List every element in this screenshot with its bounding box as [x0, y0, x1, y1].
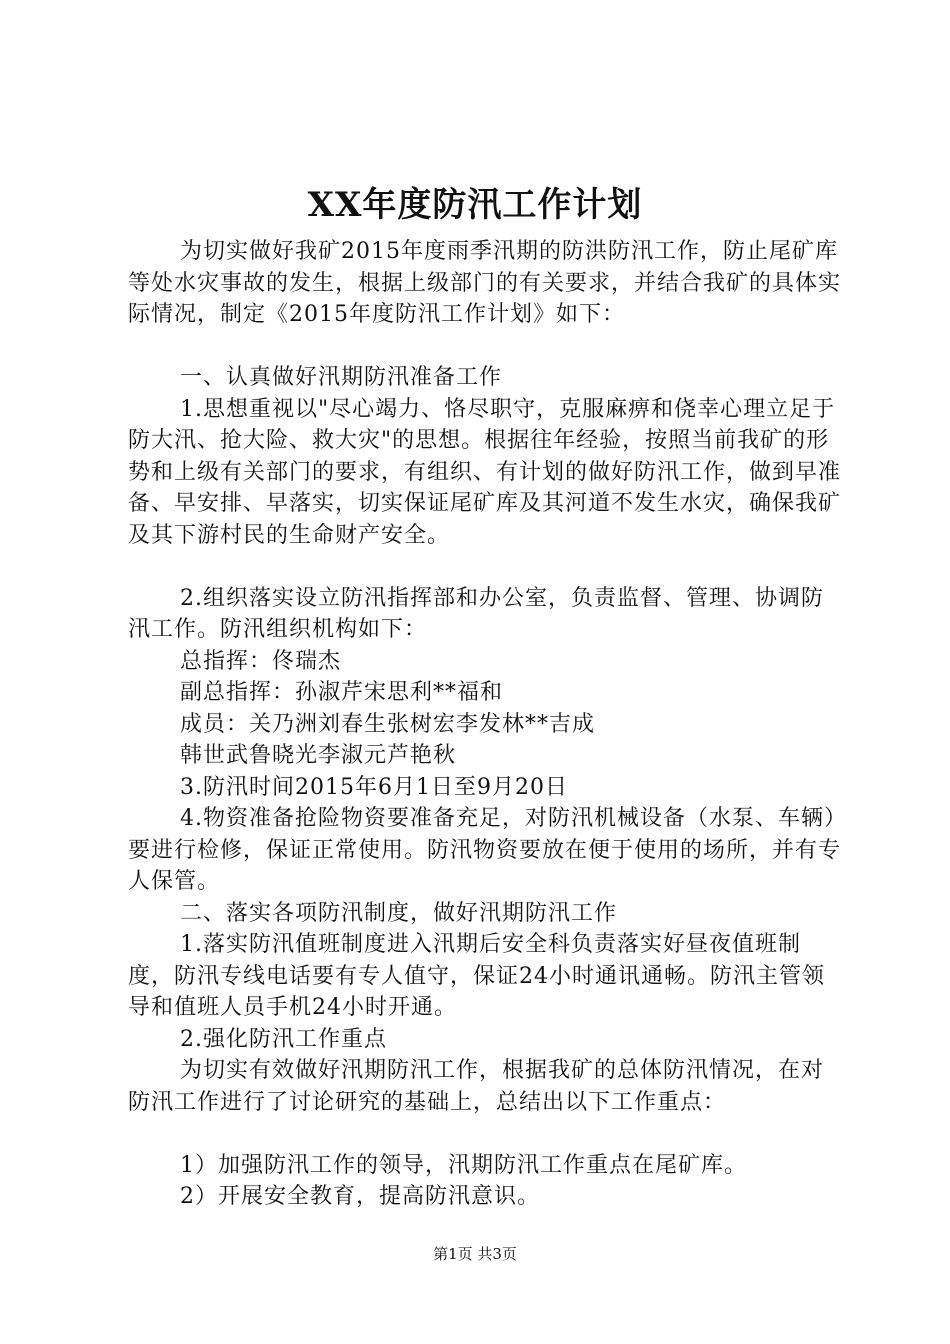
item-1-1-paragraph: 1.思想重视以"尽心竭力、恪尽职守，克服麻痹和侥幸心理立足于防大汛、抢大险、救大灾"的思想。根据往年经验，按照当前我矿的形势和上级有关部门的要求，有组织、有计划的做好防汛工作，做到早准备、早安排、早落实，切实保证尾矿库及其河道不发生水灾，确保我矿及其下游村民的生命财产安全。 [128, 396, 842, 548]
members-continued-line: 韩世武鲁晓光李淑元芦艳秋 [180, 743, 457, 768]
item-1-2-paragraph: 2.组织落实设立防汛指挥部和办公室，负责监督、管理、协调防汛工作。防汛组织机构如下： [128, 585, 824, 642]
members-line: 成员：关乃洲刘春生张树宏李发林**吉成 [180, 711, 596, 737]
focus-intro-paragraph: 为切实有效做好汛期防汛工作，根据我矿的总体防汛情况，在对防汛工作进行了讨论研究的基础上，总结出以下工作重点： [128, 1058, 825, 1115]
focus-point-1: 1）加强防汛工作的领导，汛期防汛工作重点在尾矿库。 [180, 1152, 747, 1178]
commander-line: 总指挥：佟瑞杰 [180, 648, 342, 674]
item-1-3-paragraph: 3.防汛时间2015年6月1日至9月20日 [180, 774, 568, 800]
page-footer: 第1页 共3页 [433, 1245, 517, 1263]
item-1-4-paragraph: 4.物资准备抢险物资要准备充足，对防汛机械设备（水泵、车辆）要进行检修，保证正常使用。防汛物资要放在便于使用的场所，并有专人保管。 [128, 806, 842, 894]
document-title: XX年度防汛工作计划 [307, 185, 643, 225]
document-body [128, 236, 846, 1213]
item-2-1-paragraph: 1.落实防汛值班制度进入汛期后安全科负责落实好昼夜值班制度，防汛专线电话要有专人值守，保证24小时通讯通畅。防汛主管领导和值班人员手机24小时开通。 [128, 932, 825, 1020]
item-2-2-heading: 2.强化防汛工作重点 [180, 1026, 387, 1052]
section-heading-2: 二、落实各项防汛制度，做好汛期防汛工作 [180, 900, 618, 926]
intro-paragraph: 为切实做好我矿2015年度雨季汛期的防洪防汛工作，防止尾矿库等处水灾事故的发生，根据上级部门的有关要求，并结合我矿的具体实际情况，制定《2015年度防汛工作计划》如下： [128, 239, 842, 327]
deputy-commander-line: 副总指挥：孙淑芹宋思利**福和 [180, 680, 504, 705]
section-heading-1: 一、认真做好汛期防汛准备工作 [180, 365, 503, 390]
focus-point-2: 2）开展安全教育，提高防汛意识。 [180, 1184, 540, 1209]
